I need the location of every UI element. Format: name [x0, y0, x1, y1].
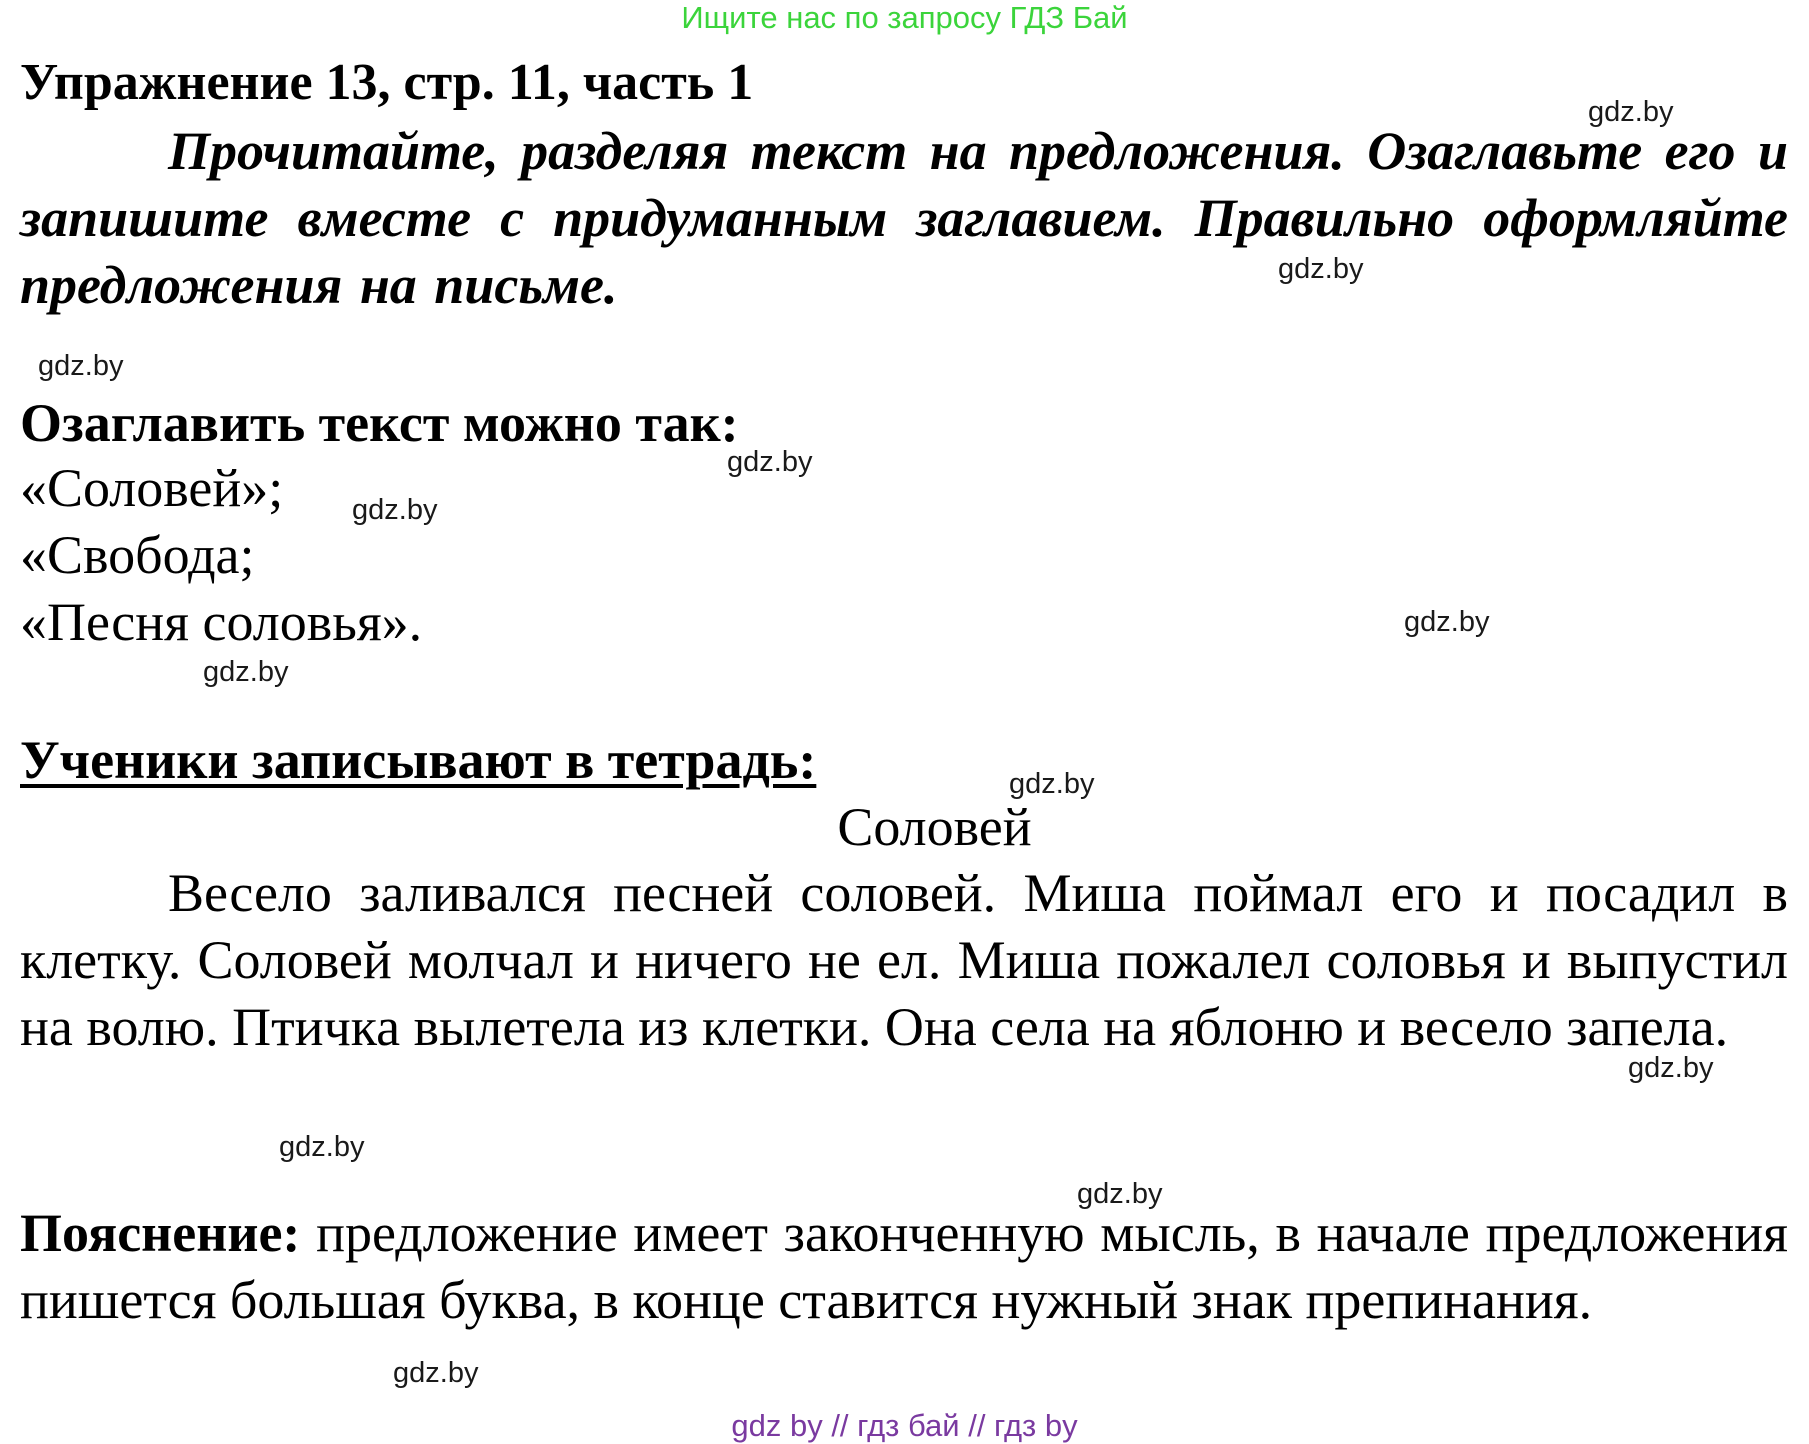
watermark: gdz.by: [727, 446, 813, 478]
watermark: gdz.by: [352, 494, 438, 526]
watermark: gdz.by: [279, 1131, 365, 1163]
explanation-text: предложение имеет законченную мысль, в начале предложения пишется большая буква, в конце ставится нужный знак препинания.: [20, 1203, 1788, 1330]
watermark: gdz.by: [1404, 606, 1490, 638]
watermark: gdz.by: [393, 1357, 479, 1389]
watermark: gdz.by: [1278, 253, 1364, 285]
watermark: gdz.by: [203, 656, 289, 688]
title-option: «Свобода;: [20, 525, 255, 585]
bottom-banner: gdz by // гдз бай // гдз by: [731, 1408, 1078, 1443]
watermark: gdz.by: [1009, 768, 1095, 800]
exercise-task: Прочитайте, разделяя текст на предложения. Озаглавьте его и запишите вместе с придуманным заглавием. Правильно оформляйте предложения на письме.: [20, 121, 1788, 315]
explanation-label: Пояснение:: [20, 1203, 301, 1263]
title-option: «Песня соловья».: [20, 592, 423, 652]
exercise-title: Упражнение 13, стр. 11, часть 1: [20, 54, 754, 111]
watermark: gdz.by: [1588, 96, 1674, 128]
story-text: Весело заливался песней соловей. Миша поймал его и посадил в клетку. Соловей молчал и ничего не ел. Миша пожалел соловья и выпустил на волю. Птичка вылетела из клетки. Она села на яблоню и весело запела.: [20, 863, 1788, 1057]
watermark: gdz.by: [38, 350, 124, 382]
title-option: «Соловей»;: [20, 458, 284, 518]
top-banner: Ищите нас по запросу ГДЗ Бай: [681, 0, 1128, 35]
story-title: Соловей: [837, 797, 1032, 857]
notebook-heading: Ученики записывают в тетрадь:: [20, 730, 817, 790]
watermark: gdz.by: [1628, 1052, 1714, 1084]
explanation: [20, 1200, 1788, 1334]
titles-heading: Озаглавить текст можно так:: [20, 393, 739, 453]
title-options-list: [20, 455, 422, 656]
watermark: gdz.by: [1077, 1178, 1163, 1210]
